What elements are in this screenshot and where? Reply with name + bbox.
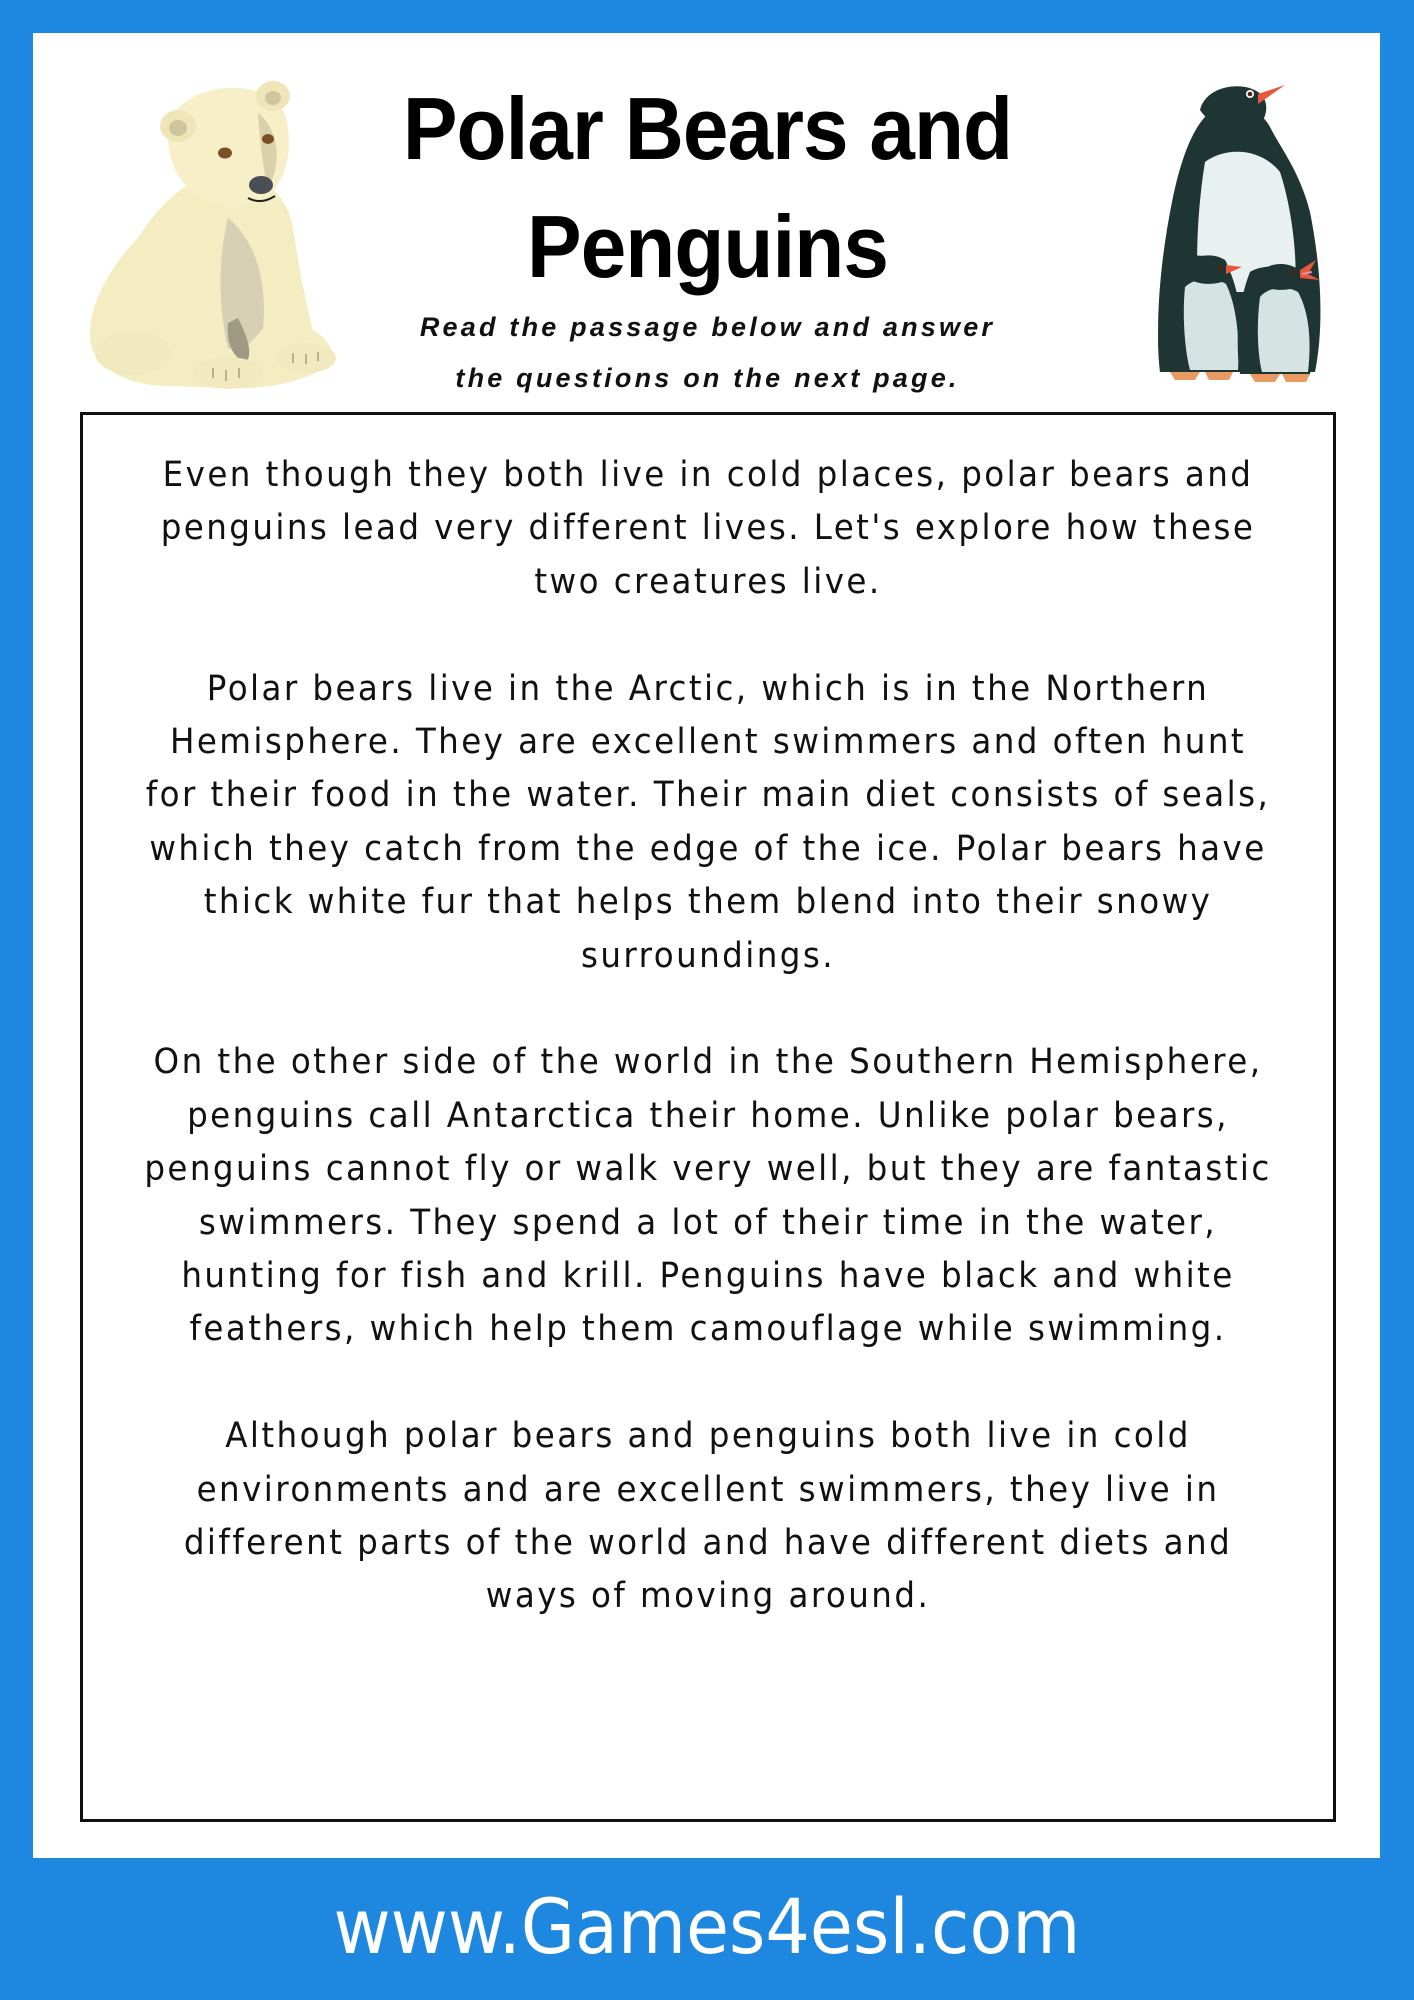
passage-box — [80, 412, 1336, 1822]
page-title — [356, 70, 1058, 306]
passage-paragraph-3: On the other side of the world in the Southern Hemisphere, penguins call Antarctica their home. Unlike polar bears, penguins cannot fly or walk very well, but they are fantastic swimmers. They spend a lot of their time in the water, hunting for fish and krill. Penguins have black and white feathers, which help them camouflage while swimming. — [144, 1042, 1272, 1350]
title-line-2: Penguins — [527, 197, 888, 296]
penguins-icon — [1130, 72, 1335, 397]
passage-paragraph-4: Although polar bears and penguins both live in cold environments and are excellent swimmers, they live in different parts of the world and have different diets and ways of moving around. — [183, 1416, 1233, 1617]
instructions-line-2: the questions on the next page. — [455, 363, 960, 393]
reading-passage — [127, 449, 1290, 1624]
instructions-line-1: Read the passage below and answer — [419, 312, 996, 342]
passage-paragraph-2: Polar bears live in the Arctic, which is in the Northern Hemisphere. They are excellent swimmers and often hunt for their food in the water. Their main diet consists of seals, which they catch from the edge of the ice. Polar bears have thick white fur that helps them blend into their snowy surroundings. — [145, 668, 1271, 976]
instructions — [360, 302, 1055, 404]
footer — [0, 1858, 1414, 2000]
website-link[interactable]: www.Games4esl.com — [333, 1881, 1081, 1971]
passage-paragraph-1: Even though they both live in cold places, polar bears and penguins lead very different lives. Let's explore how these two creatures live. — [160, 455, 1256, 602]
title-line-1: Polar Bears and — [402, 79, 1013, 178]
polar-bear-icon — [78, 68, 353, 393]
